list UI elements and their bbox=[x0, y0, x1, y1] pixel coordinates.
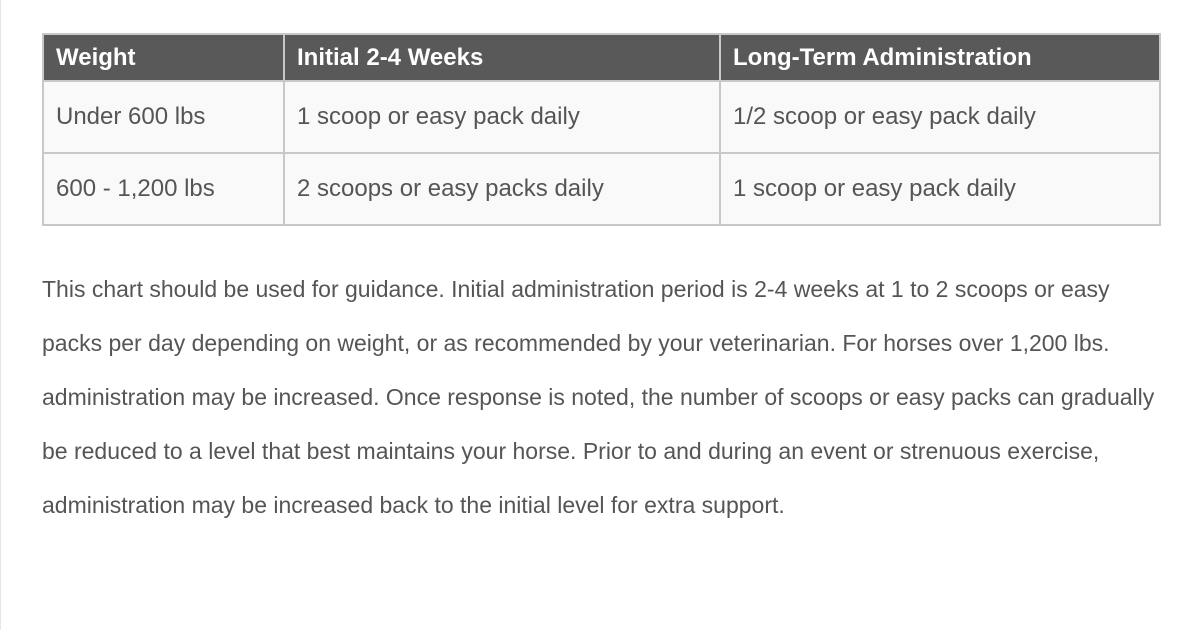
table-row bbox=[43, 81, 1160, 153]
header-initial-weeks: Initial 2-4 Weeks bbox=[284, 34, 720, 81]
cell-initial: 1 scoop or easy pack daily bbox=[284, 81, 720, 153]
cell-long-term: 1/2 scoop or easy pack daily bbox=[720, 81, 1160, 153]
dosage-table bbox=[42, 33, 1161, 226]
table-row bbox=[43, 153, 1160, 225]
cell-weight: Under 600 lbs bbox=[43, 81, 284, 153]
page-left-border bbox=[0, 0, 1, 630]
header-weight: Weight bbox=[43, 34, 284, 81]
table-header bbox=[43, 34, 1160, 81]
table-body bbox=[43, 81, 1160, 225]
table-header-row bbox=[43, 34, 1160, 81]
header-long-term: Long-Term Administration bbox=[720, 34, 1160, 81]
main-content bbox=[42, 33, 1159, 532]
guidance-note: This chart should be used for guidance. Initial administration period is 2-4 weeks at 1 to 2 scoops or easy packs per day depending on weight, or as recommended by your veterinarian. For horses over 1,200 lbs. administration may be increased. Once response is noted, the number of scoops or easy packs can gradually be reduced to a level that best maintains your horse. Prior to and during an event or strenuous exercise, administration may be increased back to the initial level for extra support. bbox=[42, 276, 1155, 518]
cell-weight: 600 - 1,200 lbs bbox=[43, 153, 284, 225]
cell-long-term: 1 scoop or easy pack daily bbox=[720, 153, 1160, 225]
cell-initial: 2 scoops or easy packs daily bbox=[284, 153, 720, 225]
